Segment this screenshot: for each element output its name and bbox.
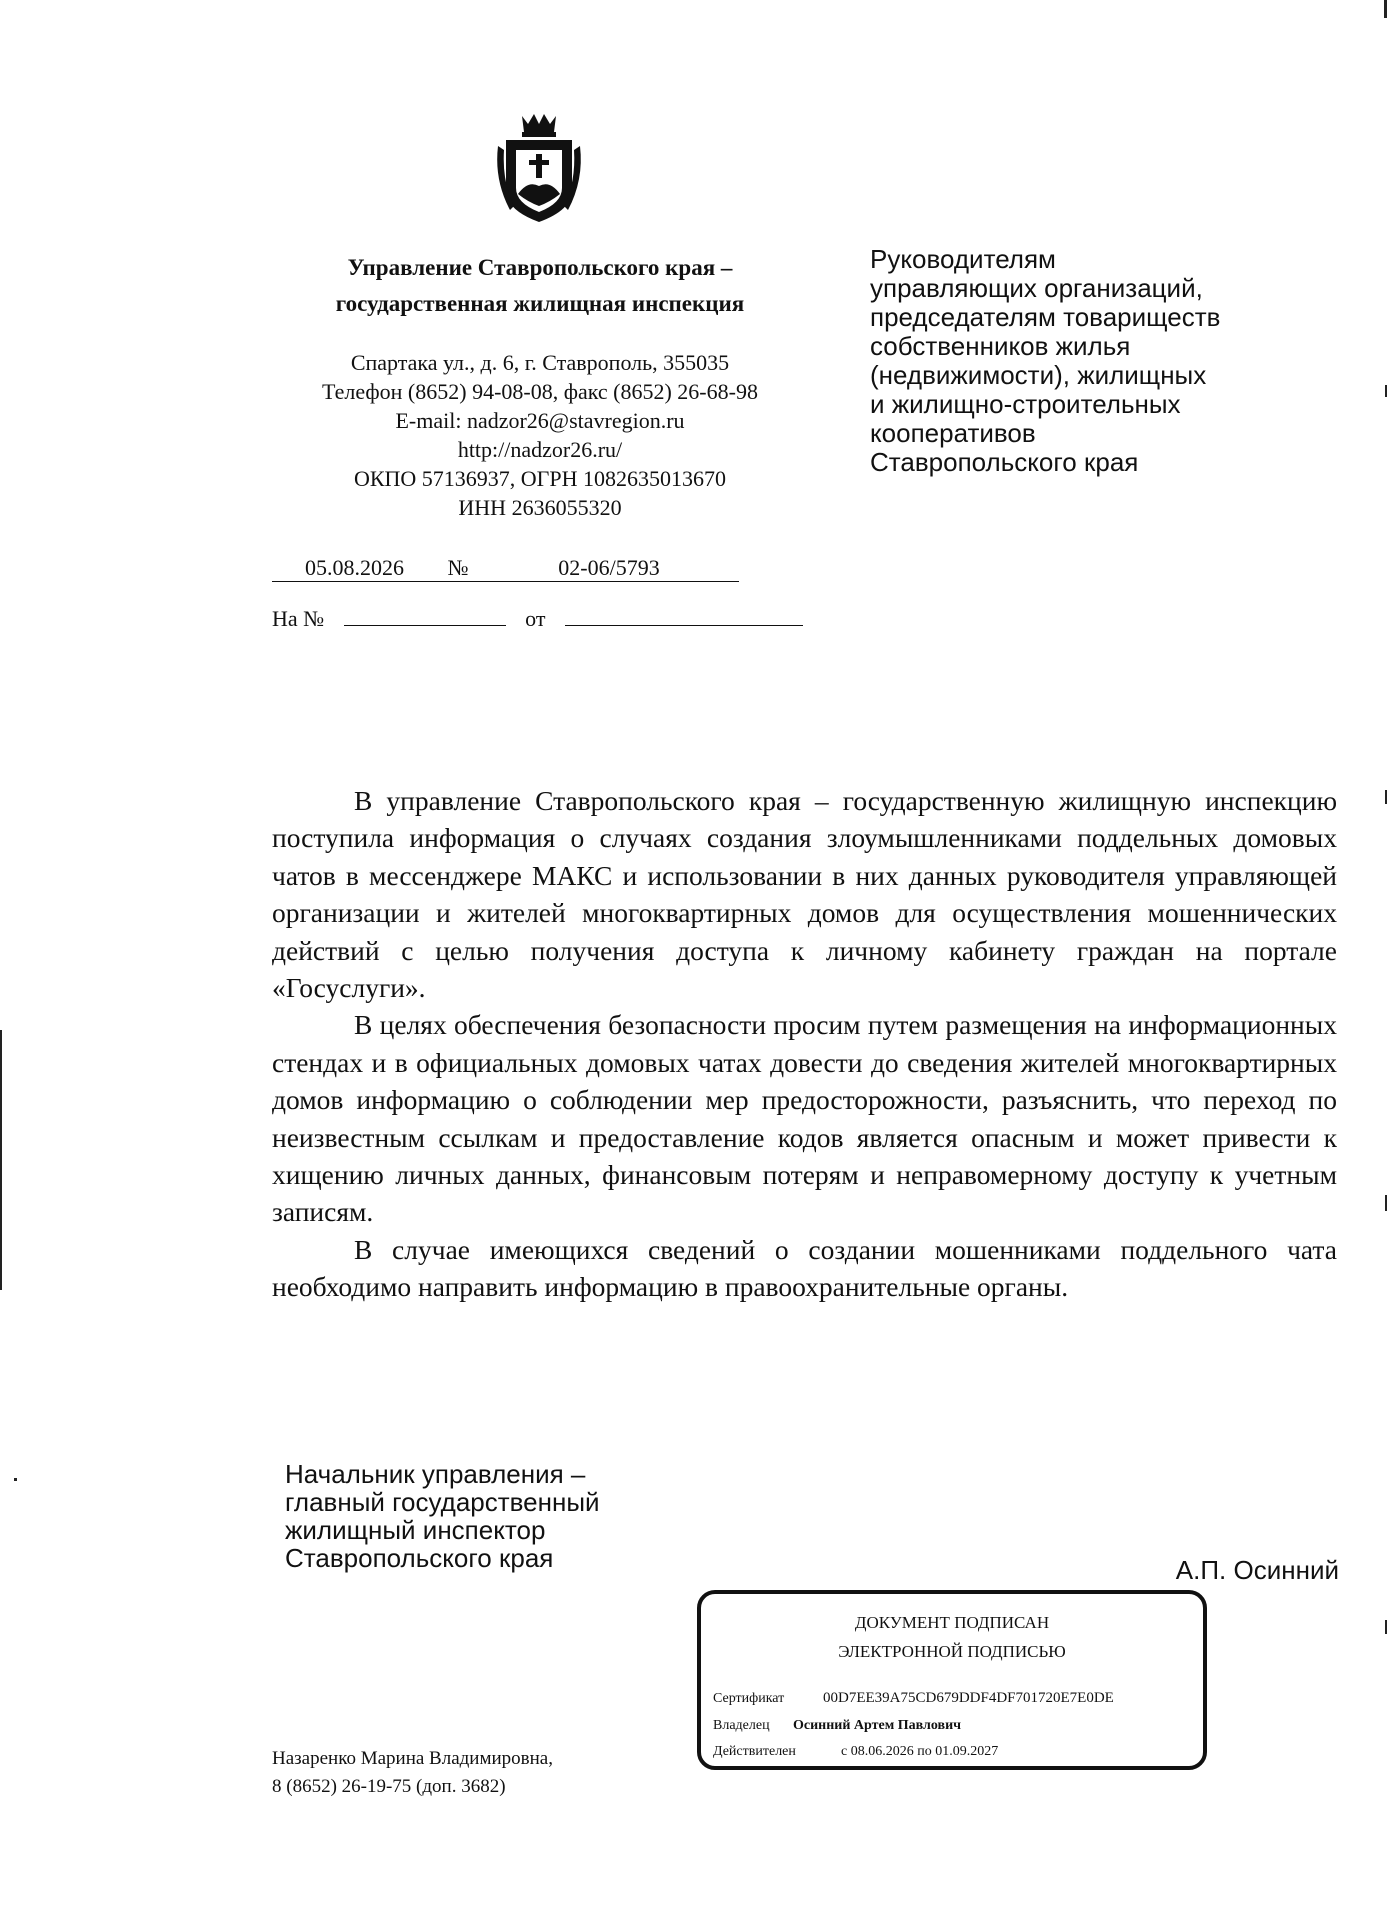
addressee-line: и жилищно-строительных: [870, 389, 1181, 419]
stamp-certificate-row: [713, 1690, 1114, 1707]
stamp-valid: с 08.06.2026 по 01.09.2027: [841, 1744, 999, 1759]
body-paragraph: В управление Ставропольского края – государственную жилищную инспекцию поступила информация о случаях создания злоумышленниками поддельных домовых чатов в мессенджере МАКС и использовании в них данных руководителя управляющей организации и жителей многоквартирных домов для осуществления мошеннических действий с целью получения доступа к личному кабинету граждан на портале «Госуслуги».: [272, 785, 1337, 1004]
addressee-line: кооперативов: [870, 418, 1036, 448]
stamp-heading-line2: ЭЛЕКТРОННОЙ ПОДПИСЬЮ: [838, 1642, 1066, 1661]
signatory-title-line: Начальник управления –: [285, 1459, 586, 1489]
addressee-line: собственников жилья: [870, 331, 1131, 361]
body-paragraph: В случае имеющихся сведений о создании мошенниками поддельного чата необходимо направить информацию в правоохранительные органы.: [272, 1233, 1337, 1303]
signatory-title: [285, 1460, 600, 1572]
stamp-owner-label: Владелец: [713, 1718, 770, 1733]
reply-date-blank: [565, 605, 803, 626]
address: Спартака ул., д. 6, г. Ставрополь, 355035: [350, 350, 730, 375]
coat-of-arms-icon: [492, 110, 586, 226]
addressee-line: председателям товариществ: [870, 302, 1221, 332]
reply-from-label: от: [525, 606, 546, 631]
email: E-mail: nadzor26@stavregion.ru: [395, 408, 685, 433]
registration-date: 05.08.2026: [272, 555, 437, 582]
addressee: [870, 245, 1300, 477]
stamp-owner-row: [713, 1718, 961, 1734]
number-sign: №: [437, 555, 479, 582]
okpo-ogrn: ОКПО 57136937, ОГРН 1082635013670: [353, 466, 727, 491]
addressee-line: Ставропольского края: [870, 447, 1139, 477]
scan-speck: [1385, 790, 1387, 804]
executor-name: Назаренко Марина Владимировна,: [272, 1748, 553, 1769]
website: http://nadzor26.ru/: [457, 437, 623, 462]
addressee-line: (недвижимости), жилищных: [870, 360, 1207, 390]
signatory-title-line: жилищный инспектор: [285, 1515, 546, 1545]
scan-speck: [1385, 1195, 1387, 1211]
stamp-valid-label: Действителен: [713, 1744, 796, 1759]
scan-speck: [1385, 1620, 1387, 1634]
executor-info: [272, 1745, 553, 1801]
stamp-certificate-label: Сертификат: [713, 1691, 785, 1706]
electronic-signature-stamp: [697, 1590, 1207, 1770]
stamp-heading-line1: ДОКУМЕНТ ПОДПИСАН: [854, 1613, 1050, 1632]
registration-line: [272, 555, 739, 582]
inn: ИНН 2636055320: [458, 495, 622, 520]
phone-fax: Телефон (8652) 94-08-08, факс (8652) 26-68-98: [322, 379, 758, 404]
stamp-valid-row: [713, 1744, 998, 1760]
scan-speck: [14, 1478, 17, 1481]
reply-number-label: На №: [272, 606, 325, 631]
organization-name: [250, 250, 830, 322]
body-paragraph: В целях обеспечения безопасности просим путем размещения на информационных стендах и в официальных домовых чатах довести до сведения жителей многоквартирных домов информацию о соблюдении мер предосторожности, разъяснить, что переход по неизвестным ссылкам и предоставление кодов является опасным и может привести к хищению личных данных, финансовым потерям и неправомерному доступу к учетным записям.: [272, 1009, 1337, 1228]
executor-phone: 8 (8652) 26-19-75 (доп. 3682): [272, 1776, 506, 1797]
signatory-title-line: Ставропольского края: [285, 1543, 554, 1573]
letter-body: [272, 782, 1337, 1306]
stamp-owner: Осинний Артем Павлович: [793, 1718, 962, 1733]
stamp-certificate: 00D7EE39A75CD679DDF4DF701720E7E0DE: [823, 1690, 1114, 1706]
organization-name-line1: Управление Ставропольского края –: [347, 255, 733, 280]
addressee-line: Руководителям: [870, 244, 1056, 274]
reply-number-blank: [344, 605, 506, 626]
scan-speck: [1384, 0, 1387, 18]
addressee-line: управляющих организаций,: [870, 273, 1203, 303]
stamp-heading: [701, 1608, 1203, 1666]
reply-reference: [272, 605, 803, 632]
organization-name-line2: государственная жилищная инспекция: [335, 291, 745, 316]
organization-contacts: [250, 348, 830, 522]
scan-edge: [0, 1030, 2, 1290]
signatory-title-line: главный государственный: [285, 1487, 600, 1517]
scan-speck: [1385, 385, 1387, 397]
signatory-name: А.П. Осинний: [1175, 1555, 1339, 1585]
registration-number: 02-06/5793: [479, 555, 739, 582]
